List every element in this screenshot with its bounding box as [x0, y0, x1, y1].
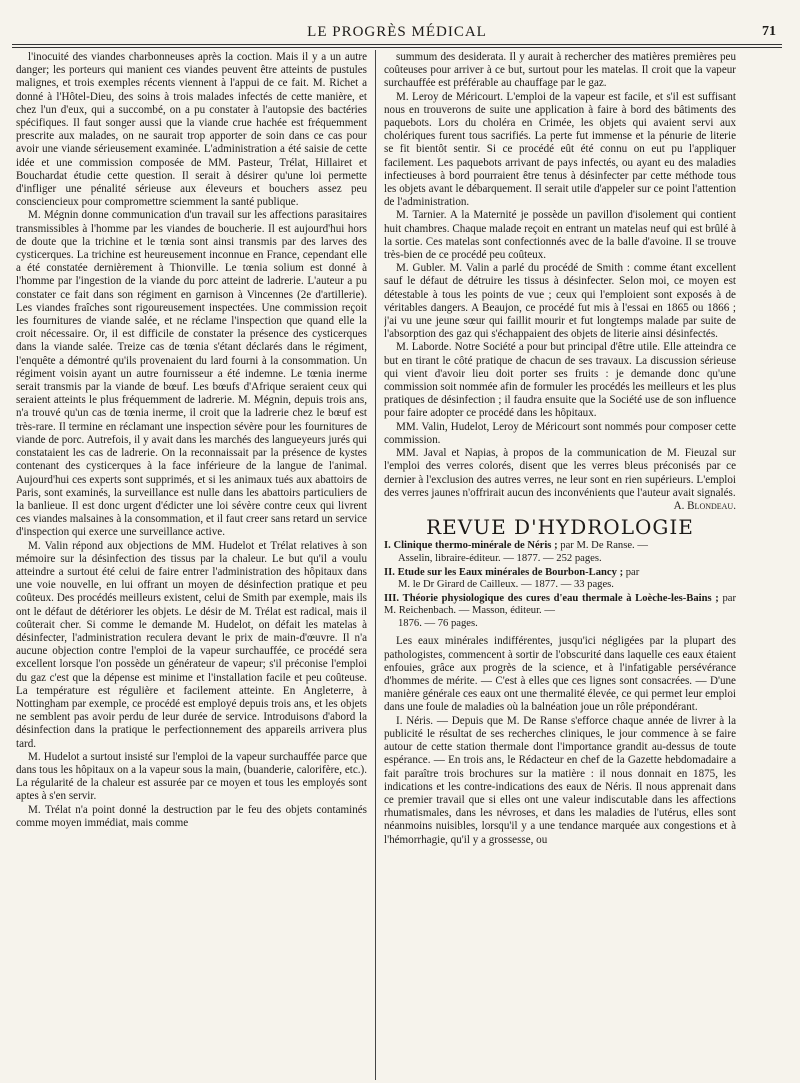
paragraph: M. Mégnin donne communication d'un travail sur les affections parasitaires transmissibles à l'homme par les viandes de boucherie. Il est aujourd'hui hors de doute que la trichine et le tœnia sont ainsi transmis par des larves des cysticerques. La trichine est heureusement inconnue en France, cependant elle a été constatée dernièrement à Thionville. Le tœnia solium est donné à l'homme par l'ingestion de la viande du porc atteint de ladrerie. L'auteur a pu constater ce fait dans son régiment en garnison à Vincennes (2e d'artillerie). Les viandes fraîches sont rigoureusement inspectées. Une commission reçoit les fournitures de viande salée, et ne réclame l'inspection que quand elle la croit nécessaire. Or, il est difficile de constater la présence des cysticerques dans la viande salée. Treize cas de tœnia s'étant déclarés dans le régiment, l'enquête a démontré qu'ils provenaient du lard fourni à la consommation. Un régiment voisin ayant un autre fournisseur a été indemne. Le tœnia inerme serait transmis par la viande de bœuf. Les bœufs d'Afrique seraient ceux qui seraient atteints le plus fréquemment de ladrerie. M. Mégnin, depuis trois ans, n'a trouvé qu'un cas de tœnia inerme, il croit que la ladrerie chez le bœuf est très-rare. Il termine en réclamant une inspection sévère pour les fournitures de viande de porc. Autrefois, il y avait dans les marchés des langueyeurs jurés qui constataient les cas de ladrerie. On la reconnaissait par la présence de kystes contenant des cysticerques à la face inférieure de la langue de l'animal. Aujourd'hui ces experts sont supprimés, et si les animaux tués aux abattoirs de Paris, sont examinés, la surveillance est nulle dans les abattoirs particuliers de la banlieue. Il est donc urgent d'édicter une loi sévère contre ceux qui livrent ces viandes malsaines à la consommation, et il faut creer sans retard un service d'inspection qui exerce une surveillance active.	[16, 209, 367, 539]
paragraph: Les eaux minérales indifférentes, jusqu'ici négligées par la plupart des pathologistes, commencent à sortir de l'obscurité dans laquelle ces eaux étaient enfouies, grâce aux progrès de la science, et à l'infatigable persévérance d'hommes de mérite. — C'est à elles que ces lignes sont consacrées. — D'une manière générale ces eaux ont une thermalité élevée, ce qui permet leur emploi dans une foule de maladies où la balnéation joue un rôle prépondérant.	[384, 635, 736, 714]
reference-entry	[384, 593, 736, 631]
reference-title: Théorie physiologique des cures d'eau thermale à Loèche-les-Bains ;	[402, 592, 719, 604]
reference-author: par M. Reichenbach. — Masson, éditeur. —	[384, 592, 736, 617]
reference-title: Clinique thermo-minérale de Néris ;	[393, 540, 558, 552]
reference-author: par M. De Ranse. —	[557, 540, 648, 552]
left-column	[16, 51, 367, 1081]
paragraph: l'inocuité des viandes charbonneuses après la coction. Mais il y a un autre danger; les porteurs qui manient ces viandes peuvent être atteints de pustules malignes, et trois exemples récents viennent à l'appui de ce fait. M. Richet a donné à l'Hôtel-Dieu, des soins à trois malades infectés de cette manière, et chez l'un d'eux, qui a succombé, on a pu constater à l'autopsie des bactéries spécifiques. Il faut songer aussi que la viande crue hachée est fréquemment prescrite aux malades, on ne saurait trop apporter de soin dans ce cas pour avoir une viande sérieusement examinée. L'administration a été saisie de cette idée et une commission composée de MM. Pasteur, Trélat, Hillairet et Bouchardat étudie cette question. Il serait à désirer qu'une loi permette d'infliger une pénalité sérieuse aux éleveurs et bouchers assez peu consciencieux pour compromettre sciemment la santé publique.	[16, 51, 367, 209]
reference-number: I.	[384, 540, 391, 552]
reference-details: 1876. — 76 pages.	[398, 617, 478, 629]
paragraph: M. Gubler. M. Valin a parlé du procédé de Smith : comme étant excellent sauf le défaut de détruire les tissus à désinfecter. Selon moi, ce moyen est détestable à tous les points de vue ; ceux qui l'emploient sont exposés à de véritables dangers. A Beaujon, ce procédé fut mis à l'essai en 1865 ou 1866 ; j'ai vu une jeune sœur qui faillit mourir et fut longtemps malade par suite de l'absorption des gaz qui s'échappaient des objets de literie ainsi désinfectés.	[384, 262, 736, 341]
header-rule-double	[12, 47, 782, 48]
right-column	[384, 51, 736, 1081]
paragraph: M. Laborde. Notre Société a pour but principal d'être utile. Elle atteindra ce but en tirant le côté pratique de chacun de ses travaux. La discussion sérieuse qui vient d'avoir lieu doit porter ses fruits : je demande donc qu'une commission soit nommée afin de formuler les procédés les meilleurs et les plus pratiques de désinfection ; il faudra ensuite que la Société use de son influence pour faire adopter ce procédé dans les hôpitaux.	[384, 341, 736, 420]
paragraph: M. Trélat n'a point donné la destruction par le feu des objets contaminés comme moyen immédiat, mais comme	[16, 803, 367, 829]
paragraph: M. Leroy de Méricourt. L'emploi de la vapeur est facile, et s'il est suffisant nous en trouverons de suite une application à faire à bord des bâtiments des paquebots. Lors du choléra en Crimée, les objets qui avaient servi aux cholériques furent tous sacrifiés. La perte fut immense et la pénurie de literie se fit bientôt sentir. Si ce procédé eût été connu on eut pu l'appliquer facilement. Les paquebots arrivant de pays infectés, ou ayant eu des maladies infectieuses à bord pourraient être tenus à désinfecter par cette méthode tous les objets avant le débarquement. Il serait utile d'appeler sur ce point l'attention de l'administration.	[384, 90, 736, 209]
paragraph: summum des desiderata. Il y aurait à rechercher des matières premières peu coûteuses pour arriver à ce but, surtout pour les matelas. Il croit que la vapeur surchauffée est préférable au chauffage par le gaz.	[384, 51, 736, 90]
reference-number: III.	[384, 592, 400, 604]
paragraph: M. Hudelot a surtout insisté sur l'emploi de la vapeur surchauffée parce que dans tous les hôpitaux on a la vapeur sous la main, (buanderie, calorifère, etc.). La régularité de la chaleur est assurée par ce moyen et tous les employés sont aptes à s'en servir.	[16, 750, 367, 803]
paragraph: MM. Javal et Napias, à propos de la communication de M. Fieuzal sur l'emploi des verres colorés, disent que les verres bleus préconisés par ce dernier à l'exclusion des autres verres, ne leur sont en rien supérieurs. L'emploi des verres jaunes n'offrirait aucun des inconvénients que l'auteur avait signalés.	[384, 447, 736, 499]
reference-number: II.	[384, 566, 395, 578]
reference-title: Etude sur les Eaux minérales de Bourbon-Lancy ;	[397, 566, 624, 578]
paragraph: M. Tarnier. A la Maternité je possède un pavillon d'isolement qui contient huit chambres. Chaque malade reçoit en entrant un matelas neuf qui est brûlé à la sortie. Ces matelas sont confectionnés avec de la balle d'avoine. Il se trouve très-bien de ce procédé peu coûteux.	[384, 209, 736, 262]
reference-entry	[384, 567, 736, 592]
author-signature: A. Blondeau.	[673, 499, 736, 512]
paragraph: I. Néris. — Depuis que M. De Ranse s'efforce chaque année de livrer à la publicité le résultat de ses recherches cliniques, le jour commence à se faire autour de cette station thermale dont l'importance grandit au-dessus de toute espérance. — En trois ans, le Rédacteur en chef de la Gazette hebdomadaire a fait paraître trois brochures sur la matière : il nous donnait en 1875, les indications et les contre-indications des eaux de Néris. Il nous apprenait dans ce premier travail que si elles ont une valeur indiscutable dans les affections rhumatismales, dans les névroses, et dans les maladies de l'utérus, elles sont néanmoins nuisibles, lorsqu'il y a une tendance marquée aux congestions et à l'hémorrhagie, qu'il y a grossesse, ou	[384, 714, 736, 846]
journal-title: LE PROGRÈS MÉDICAL	[307, 24, 487, 40]
page-number: 71	[762, 24, 776, 39]
reference-details: M. le Dr Girard de Cailleux. — 1877. — 33 pages.	[398, 579, 614, 591]
reference-entry	[384, 540, 736, 565]
column-divider	[375, 50, 376, 1080]
page-header	[14, 24, 780, 42]
reference-details: Asselin, libraire-éditeur. — 1877. — 252 pages.	[398, 552, 602, 564]
paragraph: MM. Valin, Hudelot, Leroy de Méricourt sont nommés pour composer cette commission.	[384, 420, 736, 446]
paragraph: M. Valin répond aux objections de MM. Hudelot et Trélat relatives à son mémoire sur la désinfection des tissus par la chaleur. Le but qu'il a voulu atteindre a surtout été celui de faire entrer l'administration des hôpitaux dans une voie nouvelle, en lui offrant un moyen de désinfection pratique et peu coûteux. Des procédés meilleurs existent, celui de Smith par exemple, mais ils ont le défaut de détériorer les objets. Le désir de M. Trélat est radical, mais il coûterait cher. Si comme le demande M. Hudelot, on défait les matelas à désinfecter, l'administration reculera devant le prix de main-d'œuvre. Il n'a aucune objection contre l'emploi de la vapeur surchauffée, ce procédé sera excellent lorsque l'on possède un générateur de vapeur; s'il préconise l'emploi du gaz c'est que la dépense est minime et l'installation facile et peu coûteuse. La température est régulière et facilement atteinte. En Angleterre, à Nottingham par exemple, ce procédé est employé depuis trois ans, et les objets ne semblent pas avoir perdu de leur durée de service. Introduisons d'abord la désinfection dans la pratique le perfectionnement des appareils arrivera plus tard.	[16, 539, 367, 750]
reference-author: par	[623, 566, 640, 578]
header-rule	[12, 44, 782, 45]
section-title: REVUE D'HYDROLOGIE	[426, 515, 694, 540]
